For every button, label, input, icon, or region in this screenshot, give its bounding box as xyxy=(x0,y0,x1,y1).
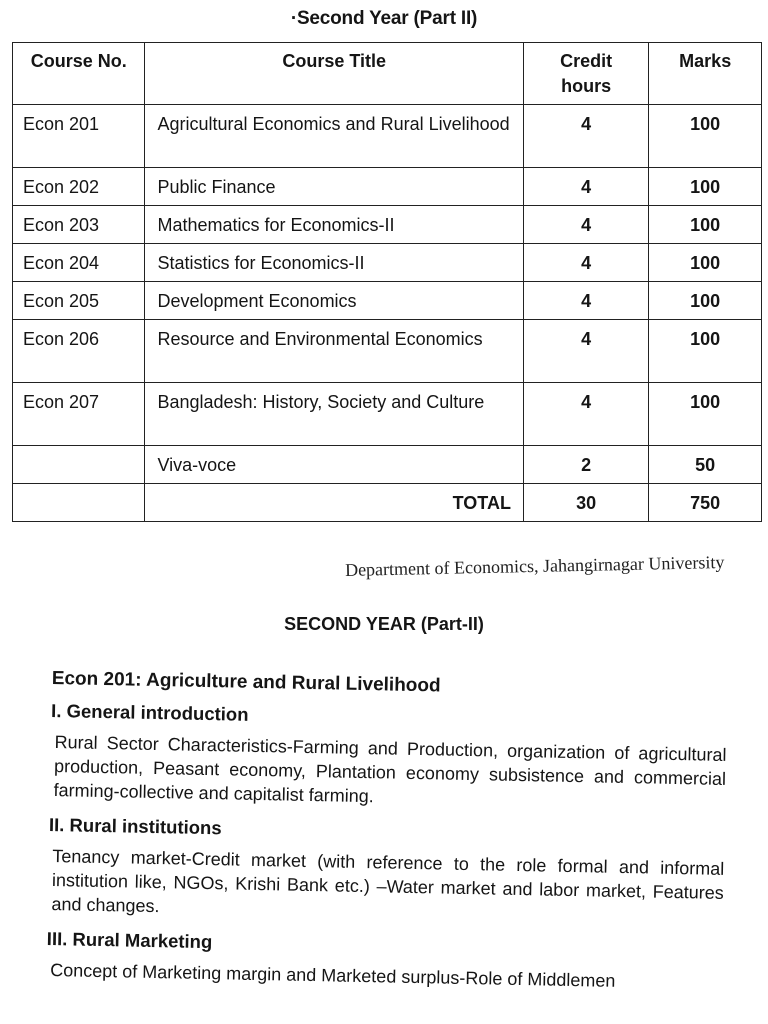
course-title-cell: Development Economics xyxy=(145,282,523,320)
table-row xyxy=(13,282,762,320)
section-title-rural-marketing: III. Rural Marketing xyxy=(46,927,213,953)
course-content xyxy=(46,668,728,1007)
table-row xyxy=(13,383,762,446)
course-no-cell: Econ 205 xyxy=(13,282,145,320)
course-title-cell: Public Finance xyxy=(145,168,523,206)
table-row xyxy=(13,105,762,168)
header-course-title: Course Title xyxy=(145,43,523,105)
section-title-general-introduction: I. General introduction xyxy=(50,699,249,725)
table-row xyxy=(13,168,762,206)
course-no-cell: Econ 203 xyxy=(13,206,145,244)
section-title-rural-institutions: II. Rural institutions xyxy=(48,813,222,839)
table-row xyxy=(13,244,762,282)
course-no-cell: Econ 204 xyxy=(13,244,145,282)
section-text-general-introduction: Rural Sector Characteristics-Farming and Production, organization of agricultural production, Peasant economy, Plantation economy subsistence and commercial farming-collective and capitalist farming. xyxy=(53,732,727,807)
marks-cell: 100 xyxy=(649,383,762,446)
course-title-cell: Viva-voce xyxy=(145,446,523,484)
course-no-cell xyxy=(13,446,145,484)
table-title: ·Second Year (Part II) xyxy=(290,8,478,29)
course-title-cell: Agricultural Economics and Rural Livelihood xyxy=(145,105,523,168)
marks-cell: 100 xyxy=(649,168,762,206)
marks-cell: 100 xyxy=(649,244,762,282)
credit-cell: 4 xyxy=(523,168,648,206)
course-no-cell: Econ 201 xyxy=(13,105,145,168)
course-table xyxy=(12,42,762,522)
header-course-no: Course No. xyxy=(13,43,145,105)
total-label: TOTAL xyxy=(145,484,523,522)
course-title-cell: Resource and Environmental Economics xyxy=(145,320,523,383)
marks-cell: 100 xyxy=(649,282,762,320)
marks-cell: 100 xyxy=(649,320,762,383)
credit-cell: 4 xyxy=(523,105,648,168)
course-title-cell: Statistics for Economics-II xyxy=(145,244,523,282)
credit-cell: 4 xyxy=(523,320,648,383)
course-heading: Econ 201: Agriculture and Rural Livelihood xyxy=(51,668,441,697)
table-row xyxy=(13,206,762,244)
department-line: Department of Economics, Jahangirnagar University xyxy=(344,552,725,580)
course-title-cell: Mathematics for Economics-II xyxy=(145,206,523,244)
table-row xyxy=(13,320,762,383)
total-credit: 30 xyxy=(523,484,648,522)
credit-cell: 4 xyxy=(523,206,648,244)
credit-cell: 2 xyxy=(523,446,648,484)
marks-cell: 50 xyxy=(649,446,762,484)
marks-cell: 100 xyxy=(649,206,762,244)
table-header-row xyxy=(13,43,762,105)
total-empty-cell xyxy=(13,484,145,522)
total-marks: 750 xyxy=(649,484,762,522)
course-no-cell: Econ 206 xyxy=(13,320,145,383)
section-text-rural-institutions: Tenancy market-Credit market (with reference to the role formal and informal institution like, NGOs, Krishi Bank etc.) –Water market and labor market, Features and changes. xyxy=(51,846,725,917)
course-no-cell: Econ 202 xyxy=(13,168,145,206)
section-text-rural-marketing: Concept of Marketing margin and Marketed surplus-Role of Middlemen xyxy=(50,960,616,991)
marks-cell: 100 xyxy=(649,105,762,168)
credit-cell: 4 xyxy=(523,383,648,446)
table-total-row xyxy=(13,484,762,522)
credit-cell: 4 xyxy=(523,282,648,320)
header-marks: Marks xyxy=(649,43,762,105)
section-heading: SECOND YEAR (Part-II) xyxy=(284,614,484,634)
credit-cell: 4 xyxy=(523,244,648,282)
table-row xyxy=(13,446,762,484)
header-credit-hours: Credit hours xyxy=(523,43,648,105)
course-title-cell: Bangladesh: History, Society and Culture xyxy=(145,383,523,446)
course-no-cell: Econ 207 xyxy=(13,383,145,446)
